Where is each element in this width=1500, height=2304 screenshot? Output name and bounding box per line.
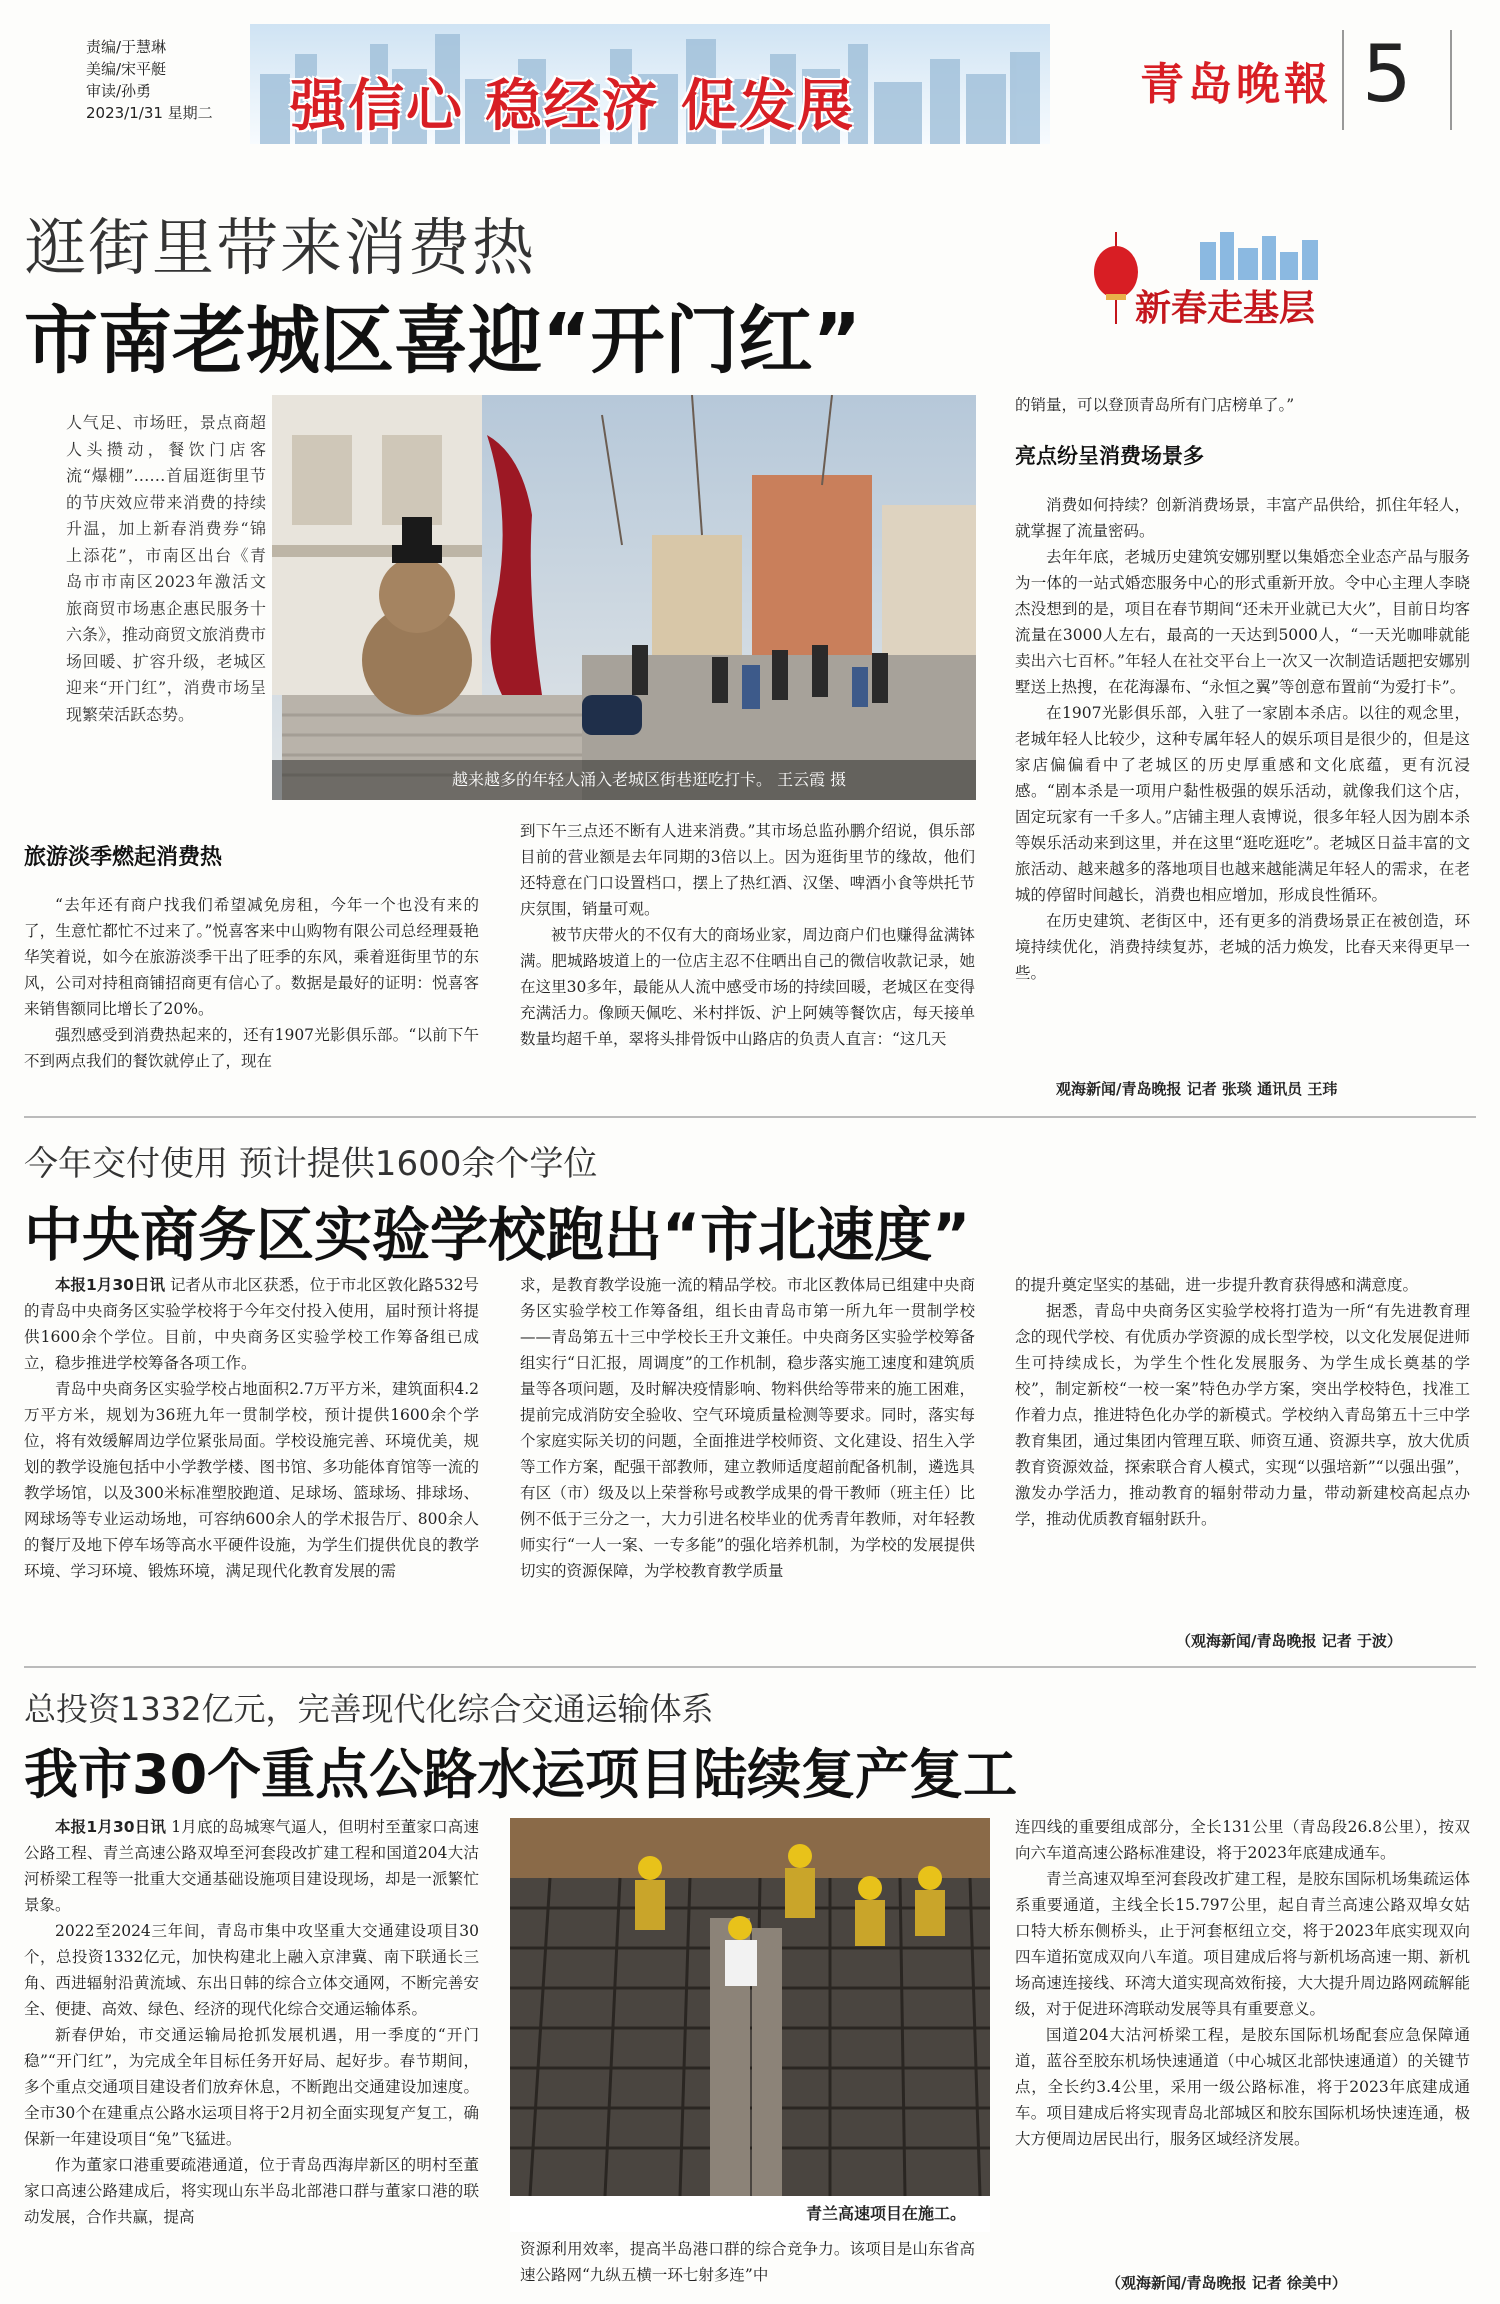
article1-lede: 人气足、市场旺，景点商超人头攒动，餐饮门店客流“爆棚”……首届逛街里节的节庆效应带来消费的持续升温，加上新春消费券“锦上添花”，市南区出台《青岛市市南区2023年激活文旅商贸市场惠企惠民服务十六条》，推动商贸文旅消费市场回暖、扩容升级，老城区迎来“开门红”，消费市场呈现繁荣活跃态势。: [66, 413, 267, 724]
dateline: 本报1月30日讯: [55, 1818, 167, 1836]
paragraph: 记者从市北区获悉，位于市北区敦化路532号的青岛中央商务区实验学校将于今年交付投入使用，届时预计将提供1600余个学位。目前，中央商务区实验学校工作筹备组已成立，稳步推进学校筹备各项工作。: [24, 1276, 479, 1372]
paragraph: 国道204大沽河桥梁工程，是胶东国际机场配套应急保障通道，蓝谷至胶东机场快速通道（中心城区北部快速通道）的关键节点，全长约3.4公里，采用一级公路标准，将于2023年底建成通车。项目建成后将实现青岛北部城区和胶东国际机场快速连通，极大方便周边居民出行，服务区域经济发展。: [1015, 2026, 1470, 2148]
paragraph: 的提升奠定坚实的基础，进一步提升教育获得感和满意度。: [1015, 1276, 1419, 1294]
paragraph: 到下午三点还不断有人进来消费。”其市场总监孙鹏介绍说，俱乐部目前的营业额是去年同期的3倍以上。因为逛街里节的缘故，他们还特意在门口设置档口，摆上了热红酒、汉堡、啤酒小食等烘托节庆氛围，销量可观。: [520, 822, 975, 918]
photo-caption: 青兰高速项目在施工。: [510, 2196, 990, 2232]
paragraph: 强烈感受到消费热起来的，还有1907光影俱乐部。“以前下午不到两点我们的餐饮就停止了，现在: [24, 1026, 479, 1070]
street-scene-graphic: [272, 395, 976, 800]
section-title-tourism: 旅游淡季燃起消费热: [24, 845, 223, 870]
proofreader-credit: 审读/孙勇: [86, 82, 152, 100]
article-divider: [24, 1116, 1476, 1118]
article1-byline: 观海新闻/青岛晚报 记者 张琰 通讯员 王玮: [1056, 1080, 1338, 1098]
editor-credits: [86, 36, 213, 124]
paragraph: 1月底的岛城寒气逼人，但明村至董家口高速公路工程、青兰高速公路双埠至河套段改扩建工程和国道204大沽河桥梁工程等一批重大交通基础设施项目建设现场，却是一派繁忙景象。: [24, 1818, 479, 1914]
article2-column2: [520, 1272, 975, 1584]
paragraph: 新春伊始，市交通运输局抢抓发展机遇，用一季度的“开门稳”“开门红”，为完成全年目标任务开好局、起好步。春节期间，多个重点交通项目建设者们放弃休息，不断跑出交通建设加速度。全市30个在建重点公路水运项目将于2月初全面实现复产复工，确保新一年建设项目“兔”飞猛进。: [24, 2026, 479, 2148]
article1-column3-lead: [1015, 392, 1470, 418]
paragraph: 连四线的重要组成部分，全长131公里（青岛段26.8公里），按双向六车道高速公路标准建设，将于2023年底建成通车。: [1015, 1818, 1470, 1862]
new-spring-badge: [1090, 232, 1360, 332]
article2-column3: [1015, 1272, 1470, 1532]
paragraph: 据悉，青岛中央商务区实验学校将打造为一所“有先进教育理念的现代学校、有优质办学资源的成长型学校，以文化发展促进师生可持续成长，为学生个性化发展服务、为学生成长奠基的学校”，制定新校“一校一案”特色办学方案，突出学校特色，找准工作着力点，推进特色化办学的新模式。学校纳入青岛第五十三中学教育集团，通过集团内管理互联、师资互通、资源共享，放大优质教育资源效益，探索联合育人模式，实现“以强培新”“以强出强”，激发办学活力，推动教育的辐射带动力量，带动新建校高起点办学，推动优质教育辐射跃升。: [1015, 1302, 1470, 1528]
paragraph: 去年年底，老城历史建筑安娜别墅以集婚恋全业态产品与服务为一体的一站式婚恋服务中心的形式重新开放。令中心主理人李晓杰没想到的是，项目在春节期间“还未开业就已大火”，目前日均客流量在3000人左右，最高的一天达到5000人，“一天光咖啡就能卖出六七百杯。”年轻人在社交平台上一次又一次制造话题把安娜别墅送上热搜，在花海瀑布、“永恒之翼”等创意布置前“为爱打卡”。: [1015, 548, 1470, 696]
article1-kicker: 逛街里带来消费热: [24, 211, 537, 284]
designer-credit: 美编/宋平艇: [86, 60, 167, 78]
paragraph: 青岛中央商务区实验学校占地面积2.7万平方米，建筑面积4.2万平方米，规划为36班九年一贯制学校，预计提供1600余个学位，将有效缓解周边学位紧张局面。学校设施完善、环境优美，规划的教学设施包括中小学教学楼、图书馆、多功能体育馆等一流的教学场馆，以及300米标准塑胶跑道、足球场、篮球场、排球场、网球场等专业运动场地，可容纳600余人的学术报告厅、800余人的餐厅及地下停车场等高水平硬件设施，为学生们提供优良的教学环境、学习环境、锻炼环境，满足现代化教育发展的需: [24, 1380, 479, 1580]
article2-byline: （观海新闻/青岛晚报 记者 于波）: [1176, 1632, 1402, 1650]
article3-column1: [24, 1814, 479, 2230]
paragraph: 消费如何持续？创新消费场景，丰富产品供给，抓住年轻人，就掌握了流量密码。: [1015, 496, 1470, 540]
paragraph: 求，是教育教学设施一流的精品学校。市北区教体局已组建中央商务区实验学校工作筹备组，组长由青岛市第一所九年一贯制学校——青岛第五十三中学校长王升文兼任。中央商务区实验学校筹备组实行“日汇报，周调度”的工作机制，稳步落实施工速度和建筑质量等各项问题，及时解决疫情影响、物料供给等带来的施工困难，提前完成消防安全验收、空气环境质量检测等要求。同时，落实每个家庭实际关切的问题，全面推进学校师资、文化建设、招生入学等工作方案，配强干部教师，建立教师适度超前配备机制，遴选具有区（市）级及以上荣誉称号或教学成果的骨干教师（班主任）比例不低于三分之一，大力引进名校毕业的优秀青年教师，对年轻教师实行“一人一案、一专多能”的强化培养机制，为学校的发展提供切实的资源保障，为学校教育教学质量: [520, 1276, 975, 1580]
dateline: 本报1月30日讯: [55, 1276, 166, 1294]
slogan-banner: [250, 24, 1050, 144]
article1-column3: [1015, 492, 1470, 986]
article2-column1: [24, 1272, 479, 1584]
paragraph: 的销量，可以登顶青岛所有门店榜单了。”: [1015, 396, 1295, 414]
paragraph: “去年还有商户找我们希望减免房租，今年一个也没有来的了，生意忙都忙不过来了。”悦喜客来中山购物有限公司总经理聂艳华笑着说，如今在旅游淡季干出了旺季的东风，乘着逛街里节的东风，公司对持租商铺招商更有信心了。数据是最好的证明：悦喜客来销售额同比增长了20%。: [24, 896, 479, 1018]
article-divider: [24, 1666, 1476, 1668]
article3-headline: 我市30个重点公路水运项目陆续复产复工: [24, 1743, 1018, 1806]
header-divider: [1342, 30, 1344, 130]
badge-text: 新春走基层: [1135, 288, 1316, 329]
article1-column2: [520, 818, 975, 1052]
article2-headline: 中央商务区实验学校跑出“市北速度”: [24, 1201, 971, 1269]
header-divider-right: [1450, 30, 1452, 130]
article3-column3: [1015, 1814, 1470, 2152]
paragraph: 被节庆带火的不仅有大的商场业家，周边商户们也赚得盆满钵满。肥城路坡道上的一位店主忍不住晒出自己的微信收款记录，她在这里30多年，最能从人流中感受市场的持续回暖，老城区在变得充满活力。像顾天佩吃、米村拌饭、沪上阿姨等餐饮店，每天接单数量均超千单，翠将头排骨饭中山路店的负责人直言：“这几天: [520, 926, 975, 1048]
article3-byline: （观海新闻/青岛晚报 记者 徐美中）: [1106, 2274, 1347, 2292]
article2-kicker: 今年交付使用 预计提供1600余个学位: [24, 1144, 598, 1184]
article3-column2: [520, 2236, 975, 2288]
construction-photo: [510, 1818, 990, 2232]
street-photo: [272, 395, 976, 800]
photo-caption: 越来越多的年轻人涌入老城区街巷逛吃打卡。 王云霞 摄: [272, 760, 976, 800]
paragraph: 2022至2024三年间，青岛市集中攻坚重大交通建设项目30个，总投资1332亿元，加快构建北上融入京津冀、南下联通长三角、西进辐射沿黄流域、东出日韩的综合立体交通网，不断完善安全、便捷、高效、绿色、经济的现代化综合交通运输体系。: [24, 1922, 479, 2018]
editor-credit: 责编/于慧琳: [86, 38, 167, 56]
paragraph: 资源利用效率，提高半岛港口群的综合竞争力。该项目是山东省高速公路网“九纵五横一环七射多连”中: [520, 2240, 975, 2284]
section-title-scenes: 亮点纷呈消费场景多: [1015, 444, 1204, 468]
slogan-text: 强信心 稳经济 促发展: [290, 74, 855, 139]
paragraph: 作为董家口港重要疏港通道，位于青岛西海岸新区的明村至董家口高速公路建成后，将实现山东半岛北部港口群与董家口港的联动发展，合作共赢，提高: [24, 2156, 479, 2226]
issue-date: 2023/1/31 星期二: [86, 104, 213, 122]
article1-column1: [24, 892, 479, 1074]
article3-kicker: 总投资1332亿元，完善现代化综合交通运输体系: [24, 1690, 714, 1728]
paragraph: 在1907光影俱乐部，入驻了一家剧本杀店。以往的观念里，老城年轻人比较少，这种专属年轻人的娱乐项目是很少的，但是这家店偏偏看中了老城区的历史厚重感和文化底蕴，更有沉浸感。“剧本杀是一项用户黏性极强的娱乐活动，就像我们这个店，固定玩家有一千多人。”店铺主理人袁博说，很多年轻人因为剧本杀等娱乐活动来到这里，并在这里“逛吃逛吃”。老城区日益丰富的文旅活动、越来越多的落地项目也越来越能满足年轻人的需求，在老城的停留时间越长，消费也相应增加，形成良性循环。: [1015, 704, 1470, 904]
construction-scene-graphic: [510, 1818, 990, 2232]
paragraph: 在历史建筑、老街区中，还有更多的消费场景正在被创造，环境持续优化，消费持续复苏，老城的活力焕发，比春天来得更早一些。: [1015, 912, 1470, 982]
newspaper-name: 青岛晚報: [1140, 59, 1332, 110]
paragraph: 青兰高速双埠至河套段改扩建工程，是胶东国际机场集疏运体系重要通道，主线全长15.797公里，起自青兰高速公路双埠女姑口特大桥东侧桥头，止于河套枢纽立交，将于2023年底实现双向四车道拓宽成双向八车道。项目建成后将与新机场高速一期、新机场高速连接线、环湾大道实现高效衔接，大大提升周边路网疏解能级，对于促进环湾联动发展等具有重要意义。: [1015, 1870, 1470, 2018]
article1-headline: 市南老城区喜迎“开门红”: [24, 298, 862, 384]
page-number: 5: [1362, 30, 1412, 120]
